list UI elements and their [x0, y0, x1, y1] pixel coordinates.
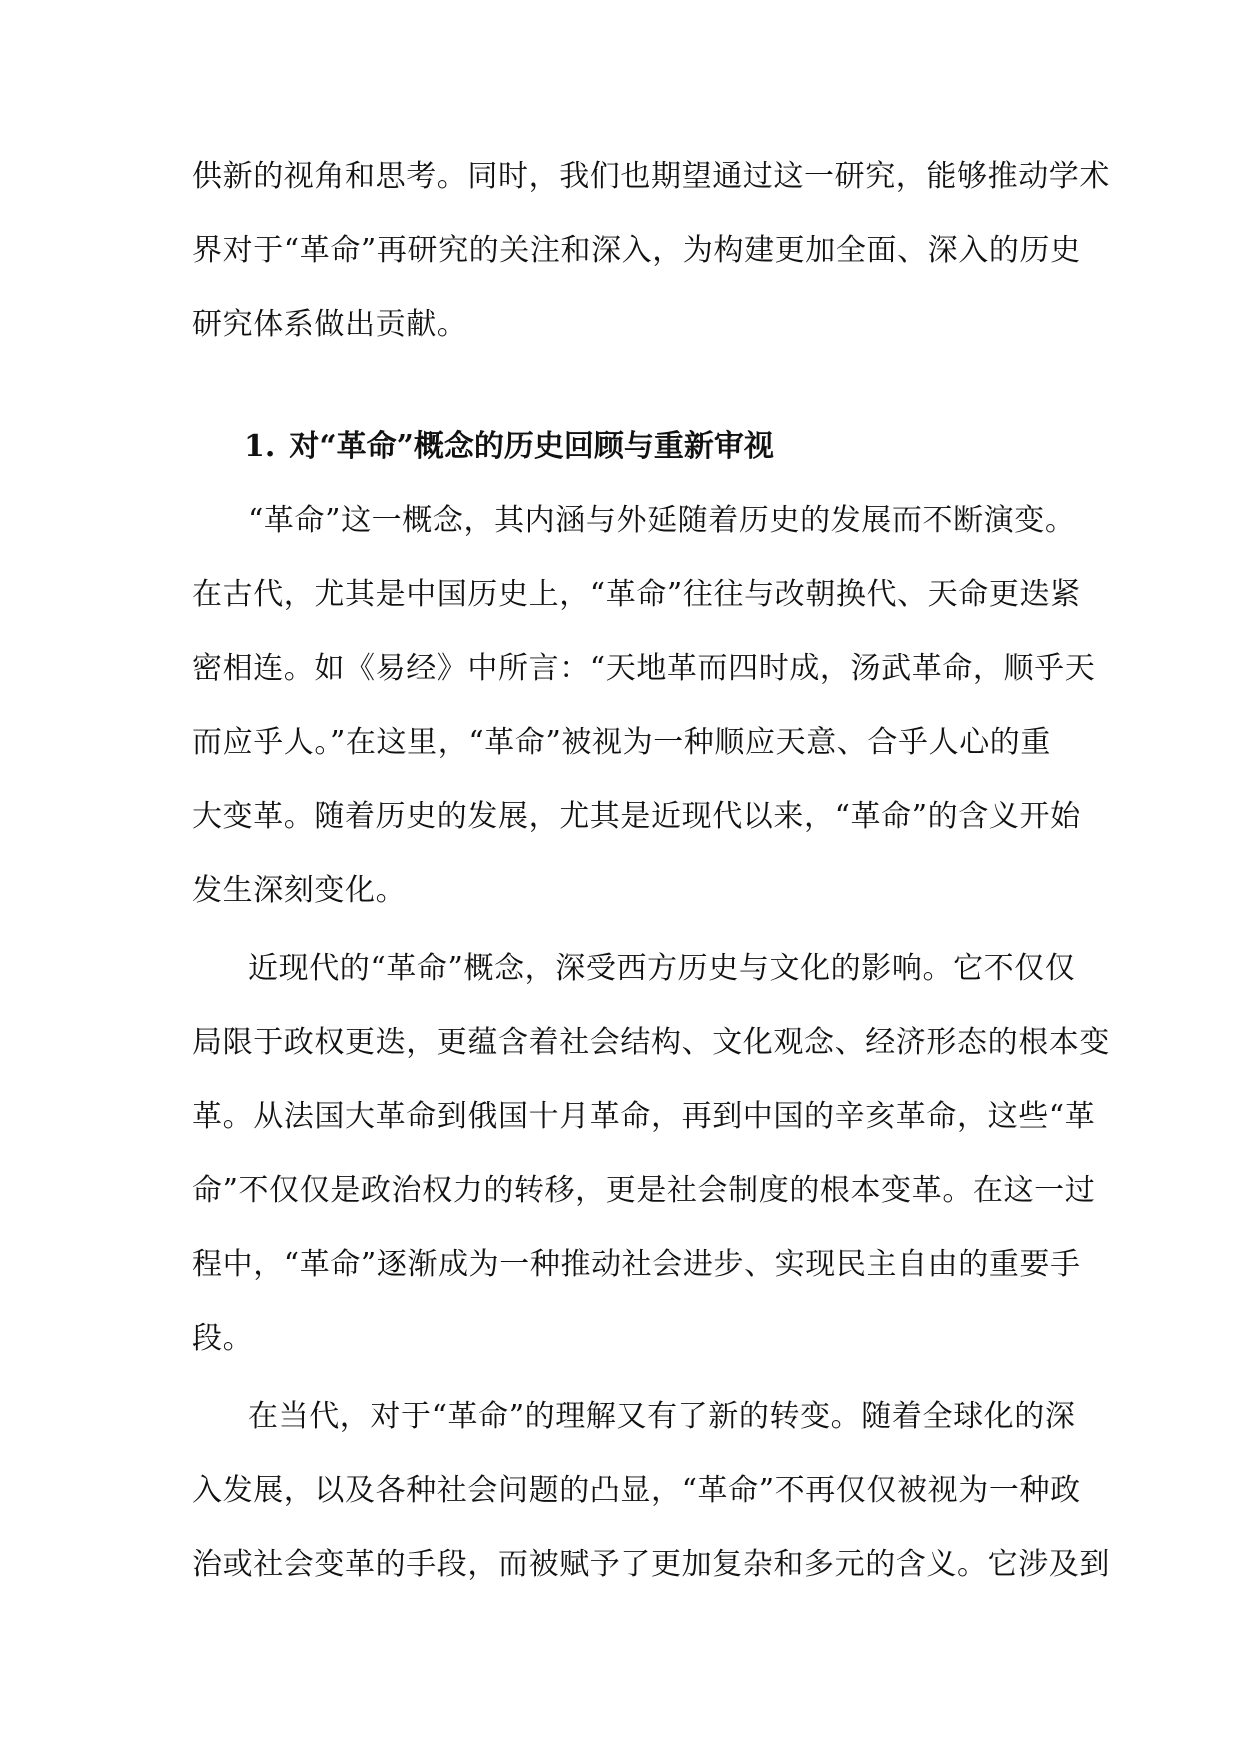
- text-line: 革。从法国大革命到俄国十月革命，再到中国的辛亥革命，这些“革: [192, 1099, 1096, 1134]
- text-line: 在当代，对于“革命”的理解又有了新的转变。随着全球化的深: [248, 1399, 1076, 1434]
- document-page: [192, 140, 1110, 1602]
- text-line: 供新的视角和思考。同时，我们也期望通过这一研究，能够推动学术: [192, 159, 1110, 194]
- text-line: 命”不仅仅是政治权力的转移，更是社会制度的根本变革。在这一过: [192, 1173, 1096, 1208]
- paragraph-history: [192, 484, 1096, 928]
- text-line: 段。: [192, 1321, 254, 1356]
- text-line: 发生深刻变化。: [192, 873, 407, 908]
- text-line: 研究体系做出贡献。: [192, 307, 468, 342]
- paragraph-contemporary: [192, 1380, 1110, 1602]
- section-spacer: [192, 362, 1054, 410]
- text-line: 大变革。随着历史的发展，尤其是近现代以来，“革命”的含义开始: [192, 799, 1081, 834]
- text-line: 入发展，以及各种社会问题的凸显，“革命”不再仅仅被视为一种政: [192, 1473, 1081, 1508]
- section-heading: [192, 410, 1054, 484]
- text-line: 治或社会变革的手段，而被赋予了更加复杂和多元的含义。它涉及到: [192, 1547, 1110, 1582]
- text-line: 而应乎人。”在这里，“革命”被视为一种顺应天意、合乎人心的重: [192, 725, 1052, 760]
- intro-paragraph: [192, 140, 1110, 362]
- text-line: 密相连。如《易经》中所言：“天地革而四时成，汤武革命，顺乎天: [192, 651, 1096, 686]
- text-line: 程中，“革命”逐渐成为一种推动社会进步、实现民主自由的重要手: [192, 1247, 1081, 1282]
- paragraph-modern: [192, 932, 1110, 1376]
- text-line: 在古代，尤其是中国历史上，“革命”往往与改朝换代、天命更迭紧: [192, 577, 1081, 612]
- text-line: 界对于“革命”再研究的关注和深入，为构建更加全面、深入的历史: [192, 233, 1081, 268]
- text-line: 近现代的“革命”概念，深受西方历史与文化的影响。它不仅仅: [248, 951, 1076, 986]
- section-title: 对“革命”概念的历史回顾与重新审视: [289, 429, 774, 464]
- text-line: “革命”这一概念，其内涵与外延随着历史的发展而不断演变。: [248, 503, 1076, 538]
- section-number: 1.: [244, 429, 276, 464]
- text-line: 局限于政权更迭，更蕴含着社会结构、文化观念、经济形态的根本变: [192, 1025, 1110, 1060]
